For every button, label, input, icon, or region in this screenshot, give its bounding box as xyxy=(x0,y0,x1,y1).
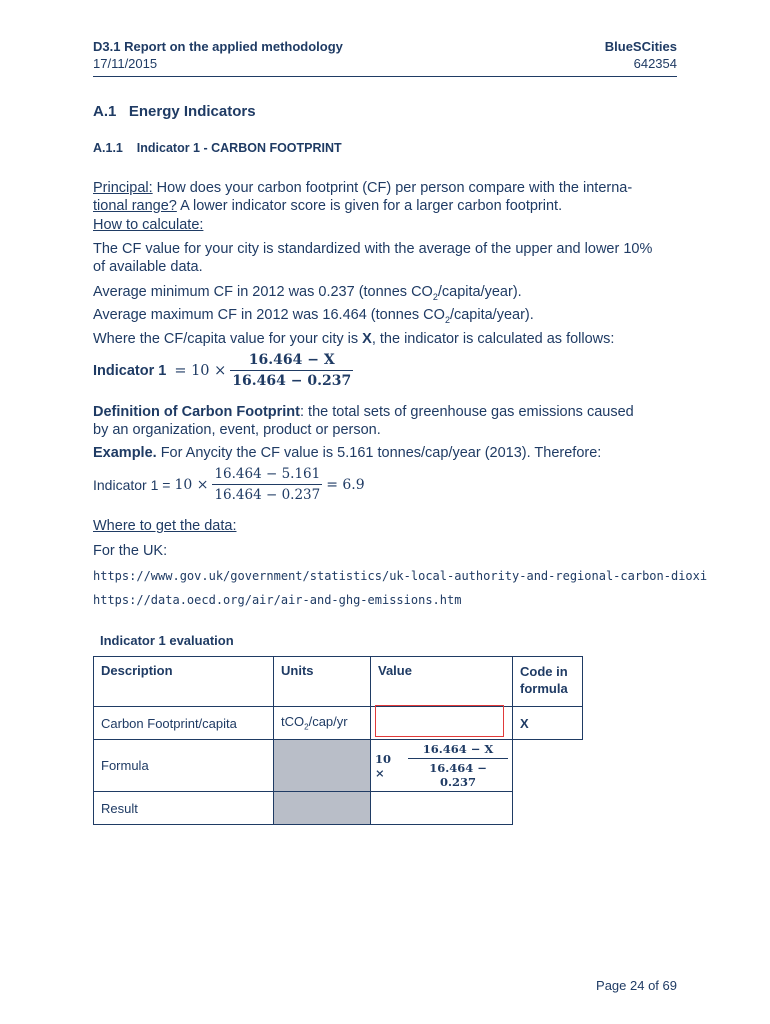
report-title: D3.1 Report on the applied methodology xyxy=(93,39,343,54)
formula-label: Indicator 1 xyxy=(93,362,167,379)
example-formula-prefix: 10 × xyxy=(174,476,209,493)
example-formula-fraction xyxy=(212,466,322,503)
section-heading xyxy=(93,103,256,120)
evaluation-table xyxy=(93,656,583,825)
example-result: = 6.9 xyxy=(326,476,365,493)
section-number: A.1 xyxy=(93,103,117,120)
table-row xyxy=(94,707,583,740)
formula-cell xyxy=(371,740,513,792)
value-highlight-box xyxy=(375,705,504,737)
cell-formula-denominator: 16.464 − 0.237 xyxy=(429,761,487,789)
subsection-title: Indicator 1 - CARBON FOOTPRINT xyxy=(136,141,342,155)
principal-text-3: A lower indicator score is given for a larger carbon footprint. xyxy=(176,198,563,214)
formula-fraction xyxy=(230,352,353,389)
definition-text-2: by an organization, event, product or person. xyxy=(93,422,381,438)
indicator-formula xyxy=(93,352,353,389)
page-number: Page 24 of 69 xyxy=(596,978,677,993)
formula-prefix: = 10 × xyxy=(174,362,227,379)
average-min-text: Average minimum CF in 2012 was 0.237 (tonnes CO xyxy=(93,284,433,300)
definition-label: Definition of Carbon Footprint xyxy=(93,404,300,420)
example-denominator: 16.464 − 0.237 xyxy=(214,487,321,503)
principal-paragraph xyxy=(93,179,683,215)
principal-text: How does your carbon footprint (CF) per person compare with the interna- xyxy=(152,180,633,196)
empty-cell xyxy=(513,792,583,825)
how-to-line-2: of available data. xyxy=(93,259,203,275)
grey-cell xyxy=(274,792,371,825)
cell-formula-prefix: 10 × xyxy=(375,751,392,780)
table-header-row xyxy=(94,657,583,707)
co2-subscript: 2 xyxy=(432,291,438,302)
page-header xyxy=(93,38,677,72)
where-x-line xyxy=(93,330,683,348)
section-title: Energy Indicators xyxy=(128,103,256,120)
principal-text-2: tional range? xyxy=(93,198,177,214)
average-min xyxy=(93,283,683,306)
uk-label: For the UK: xyxy=(93,543,168,559)
row-description: Formula xyxy=(94,740,274,792)
how-to-paragraph xyxy=(93,240,683,276)
project-name: BlueSCities xyxy=(604,39,677,54)
example-label: Example. xyxy=(93,445,157,461)
formula-numerator: 16.464 − X xyxy=(230,352,353,371)
grey-cell xyxy=(274,740,371,792)
report-date: 17/11/2015 xyxy=(93,56,158,71)
example-formula-label: Indicator 1 = xyxy=(93,476,171,493)
header-divider xyxy=(93,76,677,77)
definition-text: : the total sets of greenhouse gas emissions caused xyxy=(300,404,634,420)
empty-cell xyxy=(513,740,583,792)
row-code: X xyxy=(513,707,583,740)
principal-label: Principal: xyxy=(93,180,153,196)
project-number: 642354 xyxy=(633,56,677,71)
example-numerator: 16.464 − 5.161 xyxy=(212,466,322,485)
row-units xyxy=(274,707,371,740)
table-row xyxy=(94,792,583,825)
formula-denominator: 16.464 − 0.237 xyxy=(232,373,352,389)
where-x-variable: X xyxy=(362,331,372,347)
average-max xyxy=(93,306,683,329)
unit-suffix: /cap/yr xyxy=(308,714,348,730)
average-max-text: Average maximum CF in 2012 was 16.464 (tonnes CO xyxy=(93,307,445,323)
where-data-heading: Where to get the data: xyxy=(93,518,237,534)
definition-paragraph xyxy=(93,403,683,439)
how-to-heading: How to calculate: xyxy=(93,217,204,233)
unit-text: tCO xyxy=(281,714,305,730)
example-paragraph xyxy=(93,444,683,462)
unit-subscript: 2 xyxy=(304,722,309,732)
row-description: Result xyxy=(94,792,274,825)
average-max-unit: /capita/year). xyxy=(449,307,534,323)
co2-subscript: 2 xyxy=(444,314,450,325)
result-cell[interactable] xyxy=(371,792,513,825)
header-units: Units xyxy=(274,657,371,707)
subsection-heading xyxy=(93,141,342,155)
average-min-unit: /capita/year). xyxy=(437,284,522,300)
where-x-pre: Where the CF/capita value for your city is xyxy=(93,331,363,347)
how-to-line-1: The CF value for your city is standardized with the average of the upper and lower 10% xyxy=(93,241,653,257)
cell-formula-numerator: 16.464 − X xyxy=(408,742,508,759)
header-code: Code in formula xyxy=(513,657,583,707)
cell-formula-fraction xyxy=(408,742,508,789)
evaluation-title: Indicator 1 evaluation xyxy=(100,633,234,648)
header-value: Value xyxy=(371,657,513,707)
example-formula xyxy=(93,466,365,503)
table-row xyxy=(94,740,583,792)
where-x-post: , the indicator is calculated as follows: xyxy=(371,331,615,347)
subsection-number: A.1.1 xyxy=(93,141,123,155)
example-text: For Anycity the CF value is 5.161 tonnes/cap/year (2013). Therefore: xyxy=(156,445,602,461)
row-description: Carbon Footprint/capita xyxy=(94,707,274,740)
header-description: Description xyxy=(94,657,274,707)
uk-data-link[interactable]: https://www.gov.uk/government/statistics/uk-local-authority-and-regional-carbon-dioxi xyxy=(93,569,708,583)
oecd-data-link[interactable]: https://data.oecd.org/air/air-and-ghg-emissions.htm xyxy=(93,593,462,607)
